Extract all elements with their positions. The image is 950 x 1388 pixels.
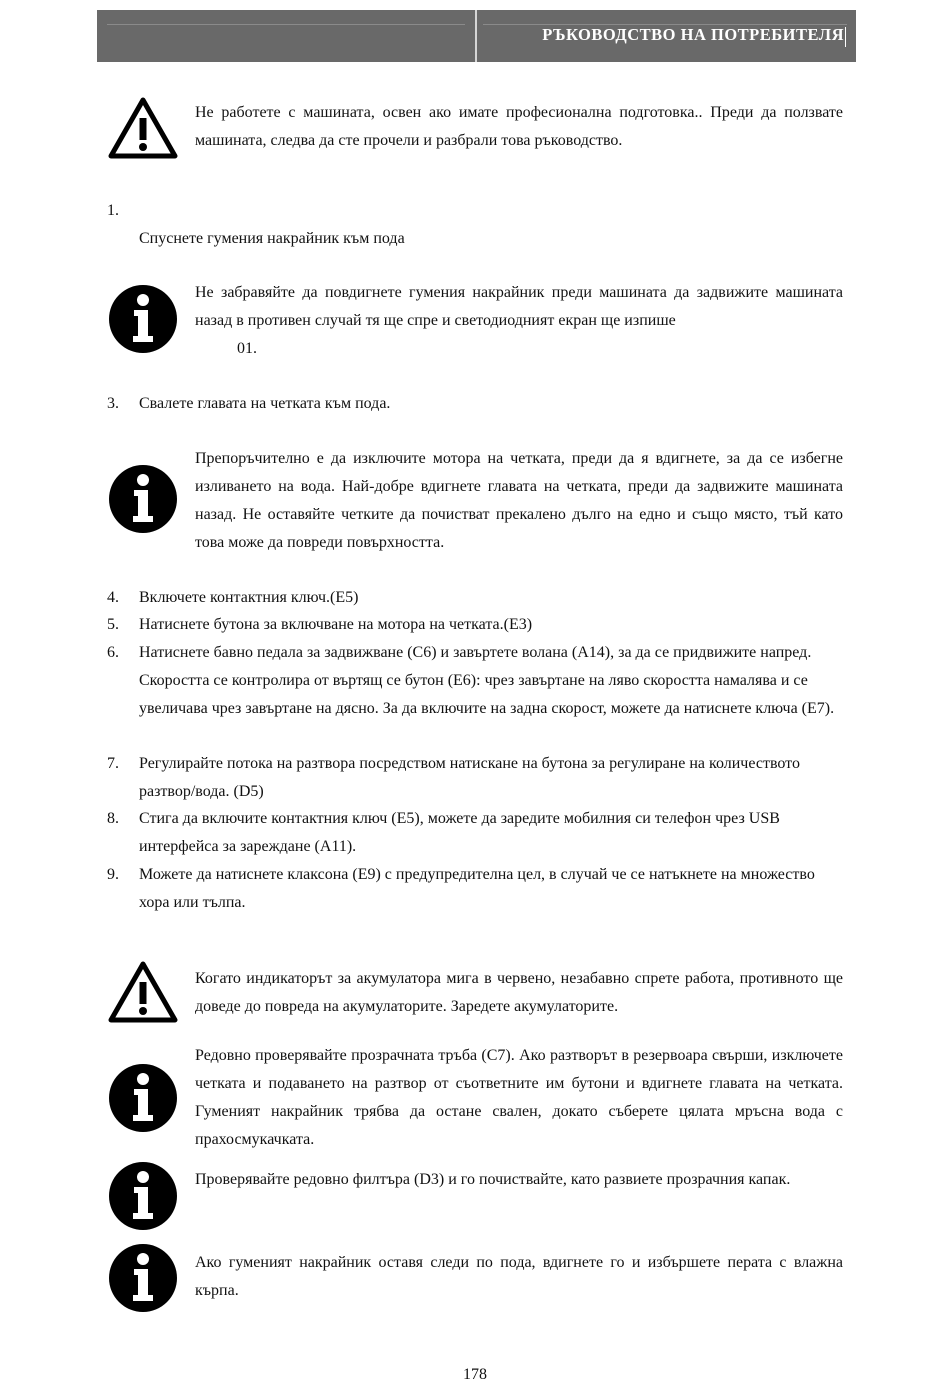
step-number: 9.: [107, 866, 119, 883]
info-icon: [107, 1242, 179, 1314]
step-number: 3.: [107, 395, 119, 412]
step-item: [107, 390, 847, 418]
step-item: [107, 861, 847, 917]
header-title: РЪКОВОДСТВО НА ПОТРЕБИТЕЛЯ: [542, 25, 844, 44]
header-separator: [475, 10, 477, 62]
warning-icon: [107, 958, 179, 1030]
step-number: 5.: [107, 616, 119, 633]
page-header: [97, 10, 856, 62]
notice-text: Проверявайте редовно филтъра (D3) и го почиствайте, като развиете прозрачния капак.: [195, 1171, 791, 1188]
display-code: 01.: [237, 340, 257, 357]
step-number: 6.: [107, 644, 119, 661]
step-item: [107, 639, 847, 723]
step-item: [107, 805, 847, 861]
header-bar: [845, 27, 846, 47]
step-number: 8.: [107, 810, 119, 827]
notice-text: Препоръчително е да изключите мотора на четката, преди да я вдигнете, за да се избегне изливането на вода. Най-добре вдигнете главата на четката, преди да задвижите машината назад. Не оставяйте четките да почистват прекалено дълго на едно и също място, тъй като това може да повреди повърхността.: [195, 450, 843, 551]
step-item: [107, 611, 847, 639]
notice-text: Ако гуменият накрайник оставя следи по пода, вдигнете го и избършете перата с влажна кърпа.: [195, 1254, 843, 1299]
header-rule-left: [107, 24, 465, 25]
step-text: Можете да натиснете клаксона (E9) с предупредителна цел, в случай че се натъкнете на множество хора или тълпа.: [139, 866, 815, 911]
step-text: Спуснете гумения накрайник към пода: [139, 230, 405, 247]
info-icon: [107, 1160, 179, 1232]
page-number: 178: [463, 1366, 487, 1383]
notice-text: Когато индикаторът за акумулатора мига в червено, незабавно спрете работа, противното ще доведе до повреда на акумулаторите. Заредете акумулаторите.: [195, 970, 843, 1015]
step-item: [107, 750, 847, 806]
step-text: Стига да включите контактния ключ (E5), можете да заредите мобилния си телефон чрез USB интерфейса за зареждане (A11).: [139, 810, 780, 855]
notice-text: Не работете с машината, освен ако имате професионална подготовка.. Преди да ползвате машината, следва да сте прочели и разбрали това ръководство.: [195, 104, 843, 149]
info-icon: [107, 283, 179, 355]
step-text: Натиснете бавно педала за задвижване (C6) и завъртете волана (A14), за да се придвижите напред. Скоростта се контролира от въртящ се бутон (E6): чрез завъртане на ляво скоростта намалява и се увеличава чрез завъртане на дясно. За да включите на задна скорост, можете да натиснете ключа (E7).: [139, 644, 835, 717]
notice-text: Не забравяйте да повдигнете гумения накрайник преди машината да задвижите машината назад в противен случай тя ще спре и светодиодният екран ще изпише 01.: [195, 284, 843, 357]
notice-text: Редовно проверявайте прозрачната тръба (C7). Ако разтворът в резервоара свърши, изключете четката и подаването на разтвор от съответните им бутони и вдигнете главата на четката. Гуменият накрайник трябва да остане свален, докато съберете цялата мръсна вода с прахосмукачката.: [195, 1047, 843, 1148]
step-number: 4.: [107, 589, 119, 606]
step-text: Включете контактния ключ.(E5): [139, 589, 359, 606]
info-icon: [107, 1062, 179, 1134]
step-number: 7.: [107, 755, 119, 772]
info-icon: [107, 463, 179, 535]
step-text: Натиснете бутона за включване на мотора на четката.(E3): [139, 616, 533, 633]
step-text: Регулирайте потока на разтвора посредством натискане на бутона за регулиране на количеството разтвор/вода. (D5): [139, 755, 800, 800]
step-number: 1.: [107, 202, 119, 219]
warning-icon: [107, 94, 179, 166]
step-text: Свалете главата на четката към пода.: [139, 395, 391, 412]
step-item: [107, 584, 847, 612]
